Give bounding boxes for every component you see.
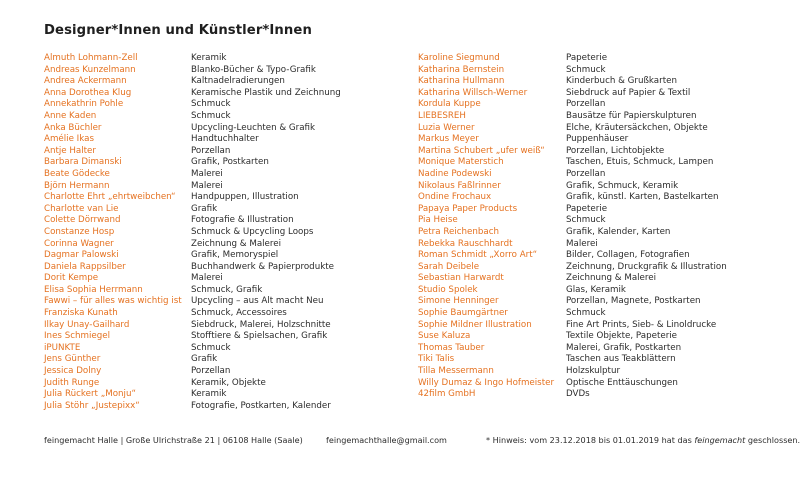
artist-medium: Keramik bbox=[191, 389, 227, 400]
artist-name: Jessica Dolny bbox=[44, 366, 102, 377]
artist-medium: Fotografie, Postkarten, Kalender bbox=[191, 400, 331, 411]
artist-medium: Blanko-Bücher & Typo-Grafik bbox=[191, 64, 316, 75]
artist-name: Willy Dumaz & Ingo Hofmeister bbox=[418, 377, 555, 388]
artist-name: Sophie Mildner Illustration bbox=[418, 319, 532, 330]
artist-name: Charlotte Ehrt „ehrtweibchen“ bbox=[44, 192, 176, 203]
artist-medium: Taschen, Etuis, Schmuck, Lampen bbox=[566, 157, 714, 168]
artist-medium: Kinderbuch & Grußkarten bbox=[566, 76, 677, 87]
artist-name: Luzia Werner bbox=[418, 122, 475, 133]
artist-medium: Grafik bbox=[191, 203, 218, 214]
artist-name: Katharina Hullmann bbox=[418, 76, 505, 87]
artist-name: Katharina Willsch-Werner bbox=[418, 87, 528, 98]
artist-medium: Malerei bbox=[566, 238, 598, 249]
artist-name: Jens Günther bbox=[44, 354, 101, 365]
page-title: Designer*Innen und Künstler*Innen bbox=[44, 23, 312, 38]
artist-medium: Bausätze für Papierskulpturen bbox=[566, 110, 697, 121]
artist-name: Roman Schmidt „Xorro Art“ bbox=[418, 250, 538, 261]
artist-name: Tiki Talis bbox=[418, 354, 455, 365]
artist-name: Judith Runge bbox=[44, 377, 100, 388]
artist-name: Almuth Lohmann-Zell bbox=[44, 53, 138, 63]
artist-medium: Porzellan bbox=[191, 145, 231, 156]
artist-medium: Siebdruck auf Papier & Textil bbox=[566, 87, 691, 98]
artist-medium: Schmuck bbox=[191, 110, 231, 121]
artist-medium: Puppenhäuser bbox=[566, 134, 629, 145]
artist-medium: Zeichnung, Druckgrafik & Illustration bbox=[566, 261, 727, 272]
artist-medium: Stofftiere & Spielsachen, Grafik bbox=[191, 331, 328, 342]
artist-medium: Papeterie bbox=[566, 203, 608, 214]
names-list-left bbox=[44, 53, 182, 412]
artist-name: Nadine Podewski bbox=[418, 168, 492, 179]
artist-medium: Grafik, Memoryspiel bbox=[191, 250, 279, 261]
artist-medium: Schmuck bbox=[191, 99, 231, 110]
artist-medium: Schmuck, Grafik bbox=[191, 284, 263, 295]
artist-medium: Optische Enttäuschungen bbox=[566, 377, 678, 388]
artist-name: Monique Materstich bbox=[418, 157, 504, 168]
artist-name: 42film GmbH bbox=[418, 389, 476, 400]
artist-name: Constanze Hosp bbox=[44, 226, 115, 237]
artist-name: Franziska Kunath bbox=[44, 308, 118, 319]
artist-medium: Schmuck bbox=[566, 64, 606, 75]
artist-name: Beate Gödecke bbox=[44, 168, 110, 179]
artist-name: Papaya Paper Products bbox=[418, 203, 518, 214]
artist-name: iPUNKTE bbox=[44, 342, 81, 353]
artist-medium: Papeterie bbox=[566, 53, 608, 63]
footer-note-brand: feingemacht bbox=[694, 435, 746, 445]
artist-medium: Fotografie & Illustration bbox=[191, 215, 294, 226]
artist-name: Simone Henninger bbox=[418, 296, 499, 307]
artist-medium: Malerei bbox=[191, 168, 223, 179]
artist-medium: Elche, Kräutersäckchen, Objekte bbox=[566, 122, 708, 133]
artist-name: Pia Heise bbox=[418, 215, 458, 226]
artist-name: Anka Büchler bbox=[44, 122, 102, 133]
artist-name: Julia Rückert „Monju“ bbox=[44, 389, 136, 400]
artist-medium: Upcycling-Leuchten & Grafik bbox=[191, 122, 316, 133]
artist-medium: Porzellan, Lichtobjekte bbox=[566, 145, 665, 156]
artist-medium: Malerei bbox=[191, 273, 223, 284]
artist-name: Andrea Ackermann bbox=[44, 76, 127, 87]
artist-medium: Schmuck bbox=[566, 308, 606, 319]
descriptions-list-right bbox=[566, 53, 727, 401]
artist-name: Andreas Kunzelmann bbox=[44, 64, 136, 75]
artist-name: Sophie Baumgärtner bbox=[418, 308, 508, 319]
artist-name: Sebastian Harwardt bbox=[418, 273, 504, 284]
artist-medium: Grafik, Postkarten bbox=[191, 157, 269, 168]
artist-medium: Keramik, Objekte bbox=[191, 377, 266, 388]
artist-name: Annekathrin Pohle bbox=[44, 99, 124, 110]
footer-note-prefix: * Hinweis: vom 23.12.2018 bis 01.01.2019 hat das bbox=[486, 435, 695, 445]
artist-medium: Grafik bbox=[191, 354, 218, 365]
artist-medium: Porzellan bbox=[566, 99, 606, 110]
artist-medium: Taschen aus Teakblättern bbox=[566, 354, 676, 365]
artist-medium: Glas, Keramik bbox=[566, 284, 626, 295]
artist-medium: Malerei bbox=[191, 180, 223, 191]
artist-medium: Zeichnung & Malerei bbox=[566, 273, 657, 284]
artist-name: Björn Hermann bbox=[44, 180, 110, 191]
artist-medium: Keramik bbox=[191, 53, 227, 63]
artist-name: Daniela Rappsilber bbox=[44, 261, 126, 272]
artist-name: Petra Reichenbach bbox=[418, 226, 499, 237]
artist-medium: Bilder, Collagen, Fotografien bbox=[566, 250, 690, 261]
artist-medium: Porzellan bbox=[566, 168, 606, 179]
artist-name: Barbara Dimanski bbox=[44, 157, 122, 168]
artist-medium: Keramische Plastik und Zeichnung bbox=[191, 87, 341, 98]
artist-medium: Porzellan bbox=[191, 366, 231, 377]
artist-name: Ilkay Unay-Gailhard bbox=[44, 319, 130, 330]
artist-name: Ondine Frochaux bbox=[418, 192, 492, 203]
artist-medium: Fine Art Prints, Sieb- & Linoldrucke bbox=[566, 319, 717, 330]
artist-name: Dorit Kempe bbox=[44, 273, 99, 284]
artist-name: Julia Stöhr „Justepixx“ bbox=[44, 400, 140, 411]
footer-email[interactable]: feingemachthalle@gmail.com bbox=[326, 435, 447, 445]
artist-name: Markus Meyer bbox=[418, 134, 479, 145]
artist-name: Antje Halter bbox=[44, 145, 96, 156]
footer-note bbox=[486, 435, 800, 445]
artist-medium: Schmuck, Accessoires bbox=[191, 308, 287, 319]
artist-medium: Zeichnung & Malerei bbox=[191, 238, 282, 249]
footer-note-suffix: geschlossen. bbox=[745, 435, 800, 445]
artist-medium: Malerei, Grafik, Postkarten bbox=[566, 342, 682, 353]
artist-name: Charlotte van Lie bbox=[44, 203, 119, 214]
artist-name: Martina Schubert „ufer weiß“ bbox=[418, 145, 545, 156]
artist-name: Tilla Messermann bbox=[418, 366, 494, 377]
artist-name: Fawwi – für alles was wichtig ist bbox=[44, 296, 182, 307]
artist-medium: Porzellan, Magnete, Postkarten bbox=[566, 296, 701, 307]
artist-medium: Grafik, künstl. Karten, Bastelkarten bbox=[566, 192, 719, 203]
artist-name: LIEBESREH bbox=[418, 110, 466, 121]
artist-name: Dagmar Palowski bbox=[44, 250, 119, 261]
artist-medium: DVDs bbox=[566, 389, 590, 400]
artist-medium: Handtuchhalter bbox=[191, 134, 259, 145]
artist-name: Amélie Ikas bbox=[44, 134, 94, 145]
artist-name: Suse Kaluza bbox=[418, 331, 471, 342]
artist-name: Corinna Wagner bbox=[44, 238, 114, 249]
artist-name: Thomas Tauber bbox=[418, 342, 485, 353]
artist-name: Ines Schmiegel bbox=[44, 331, 110, 342]
artist-medium: Kaltnadelradierungen bbox=[191, 76, 285, 87]
artist-name: Anna Dorothea Klug bbox=[44, 87, 132, 98]
artist-name: Karoline Siegmund bbox=[418, 53, 500, 63]
artist-medium: Holzskulptur bbox=[566, 366, 621, 377]
artist-medium: Grafik, Kalender, Karten bbox=[566, 226, 671, 237]
names-list-right bbox=[418, 53, 554, 401]
artist-medium: Handpuppen, Illustration bbox=[191, 192, 299, 203]
artist-medium: Schmuck & Upcycling Loops bbox=[191, 226, 314, 237]
artist-name: Nikolaus Faßlrinner bbox=[418, 180, 501, 191]
artist-medium: Upcycling – aus Alt macht Neu bbox=[191, 296, 324, 307]
artist-name: Anne Kaden bbox=[44, 110, 97, 121]
artist-medium: Schmuck bbox=[566, 215, 606, 226]
artist-name: Colette Dörrwand bbox=[44, 215, 121, 226]
artist-name: Kordula Kuppe bbox=[418, 99, 481, 110]
artist-medium: Siebdruck, Malerei, Holzschnitte bbox=[191, 319, 331, 330]
artist-name: Studio Spolek bbox=[418, 284, 478, 295]
footer-address: feingemacht Halle | Große Ulrichstraße 21 | 06108 Halle (Saale) bbox=[44, 435, 303, 445]
artist-name: Rebekka Rauschhardt bbox=[418, 238, 513, 249]
artist-name: Katharina Bernstein bbox=[418, 64, 505, 75]
artist-medium: Textile Objekte, Papeterie bbox=[566, 331, 678, 342]
artist-name: Elisa Sophia Herrmann bbox=[44, 284, 143, 295]
artist-medium: Schmuck bbox=[191, 342, 231, 353]
artist-medium: Grafik, Schmuck, Keramik bbox=[566, 180, 679, 191]
artist-name: Sarah Deibele bbox=[418, 261, 480, 272]
descriptions-list-left bbox=[191, 53, 341, 412]
artist-medium: Buchhandwerk & Papierprodukte bbox=[191, 261, 334, 272]
